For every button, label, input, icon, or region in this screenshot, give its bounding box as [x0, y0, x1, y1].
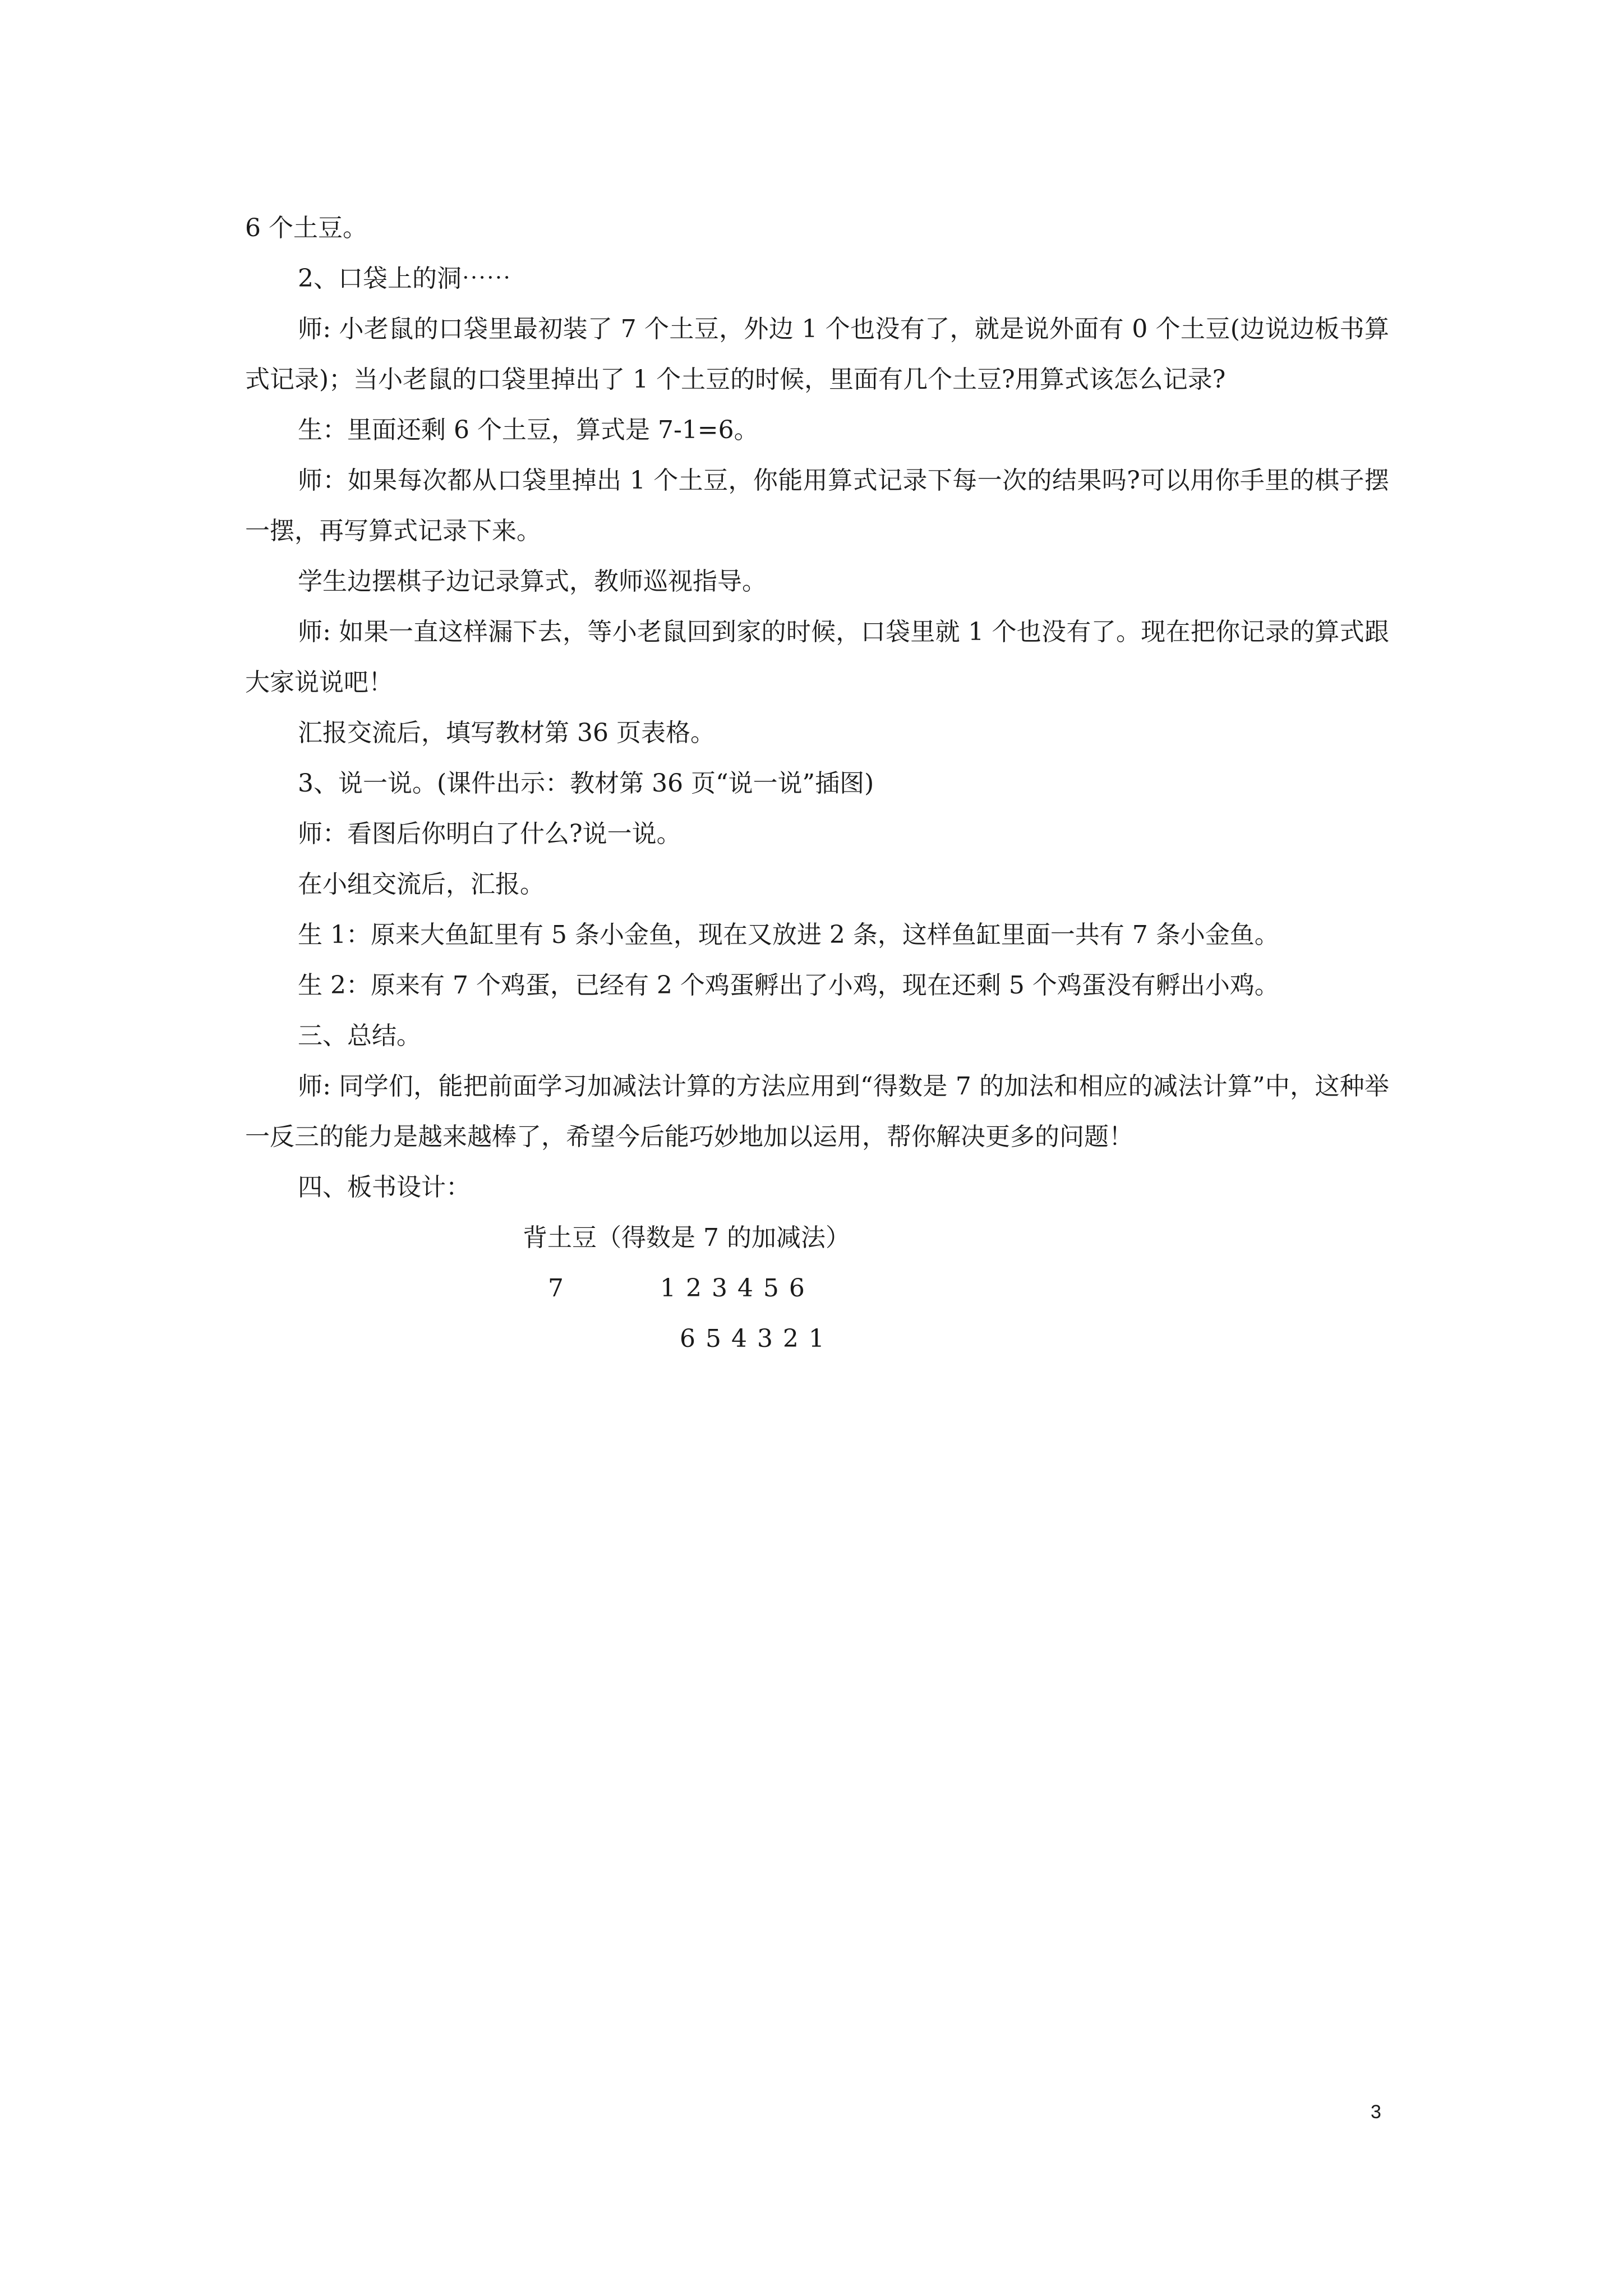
text-line: 6 个土豆。: [245, 214, 367, 242]
document-body: [245, 203, 1389, 1364]
text-line: 汇报交流后，填写教材第 36 页表格。: [298, 719, 715, 747]
paragraph: 师: 如果一直这样漏下去，等小老鼠回到家的时候，口袋里就 1 个也没有了。现在把你记录的算式跟大家说说吧！: [245, 618, 1389, 697]
text-line: 生：里面还剩 6 个土豆，算式是 7-1=6。: [298, 416, 759, 444]
board-sum: 7: [548, 1274, 564, 1303]
text-line: 师：看图后你明白了什么?说一说。: [298, 820, 681, 848]
text-line: 在小组交流后，汇报。: [298, 870, 545, 899]
section-heading: 三、总结。: [298, 1022, 421, 1050]
paragraph: 师: 同学们，能把前面学习加减法计算的方法应用到“得数是 7 的加法和相应的减法计算”中，这种举一反三的能力是越来越棒了，希望今后能巧妙地加以运用，帮你解决更多的问题！: [245, 1072, 1389, 1151]
text-line: 生 1：原来大鱼缸里有 5 条小金鱼，现在又放进 2 条，这样鱼缸里面一共有 7 条小金鱼。: [298, 921, 1279, 949]
text-line: 学生边摆棋子边记录算式，教师巡视指导。: [298, 567, 767, 596]
section-heading: 四、板书设计：: [298, 1173, 471, 1202]
section-heading: 3、说一说。(课件出示：教材第 36 页“说一说”插图): [298, 769, 874, 798]
section-heading: 2、口袋上的洞⋯⋯: [298, 264, 511, 293]
board-row-1: [245, 1263, 1389, 1314]
board-row-2: [245, 1314, 1389, 1364]
paragraph: 师: 小老鼠的口袋里最初装了 7 个土豆，外边 1 个也没有了，就是说外面有 0 个土豆(边说边板书算式记录)；当小老鼠的口袋里掉出了 1 个土豆的时候，里面有几个土豆?用算式该怎么记录?: [245, 315, 1389, 394]
board-addends-1: 1 2 3 4 5 6: [660, 1274, 806, 1303]
board-addends-2: 6 5 4 3 2 1: [680, 1324, 826, 1353]
board-title: 背土豆（得数是 7 的加减法）: [523, 1223, 850, 1252]
page-number: 3: [1371, 2101, 1381, 2123]
paragraph: 师：如果每次都从口袋里掉出 1 个土豆，你能用算式记录下每一次的结果吗?可以用你手里的棋子摆一摆，再写算式记录下来。: [245, 466, 1389, 545]
text-line: 生 2：原来有 7 个鸡蛋，已经有 2 个鸡蛋孵出了小鸡，现在还剩 5 个鸡蛋没有孵出小鸡。: [298, 971, 1279, 1000]
board-design: [245, 1213, 1389, 1364]
